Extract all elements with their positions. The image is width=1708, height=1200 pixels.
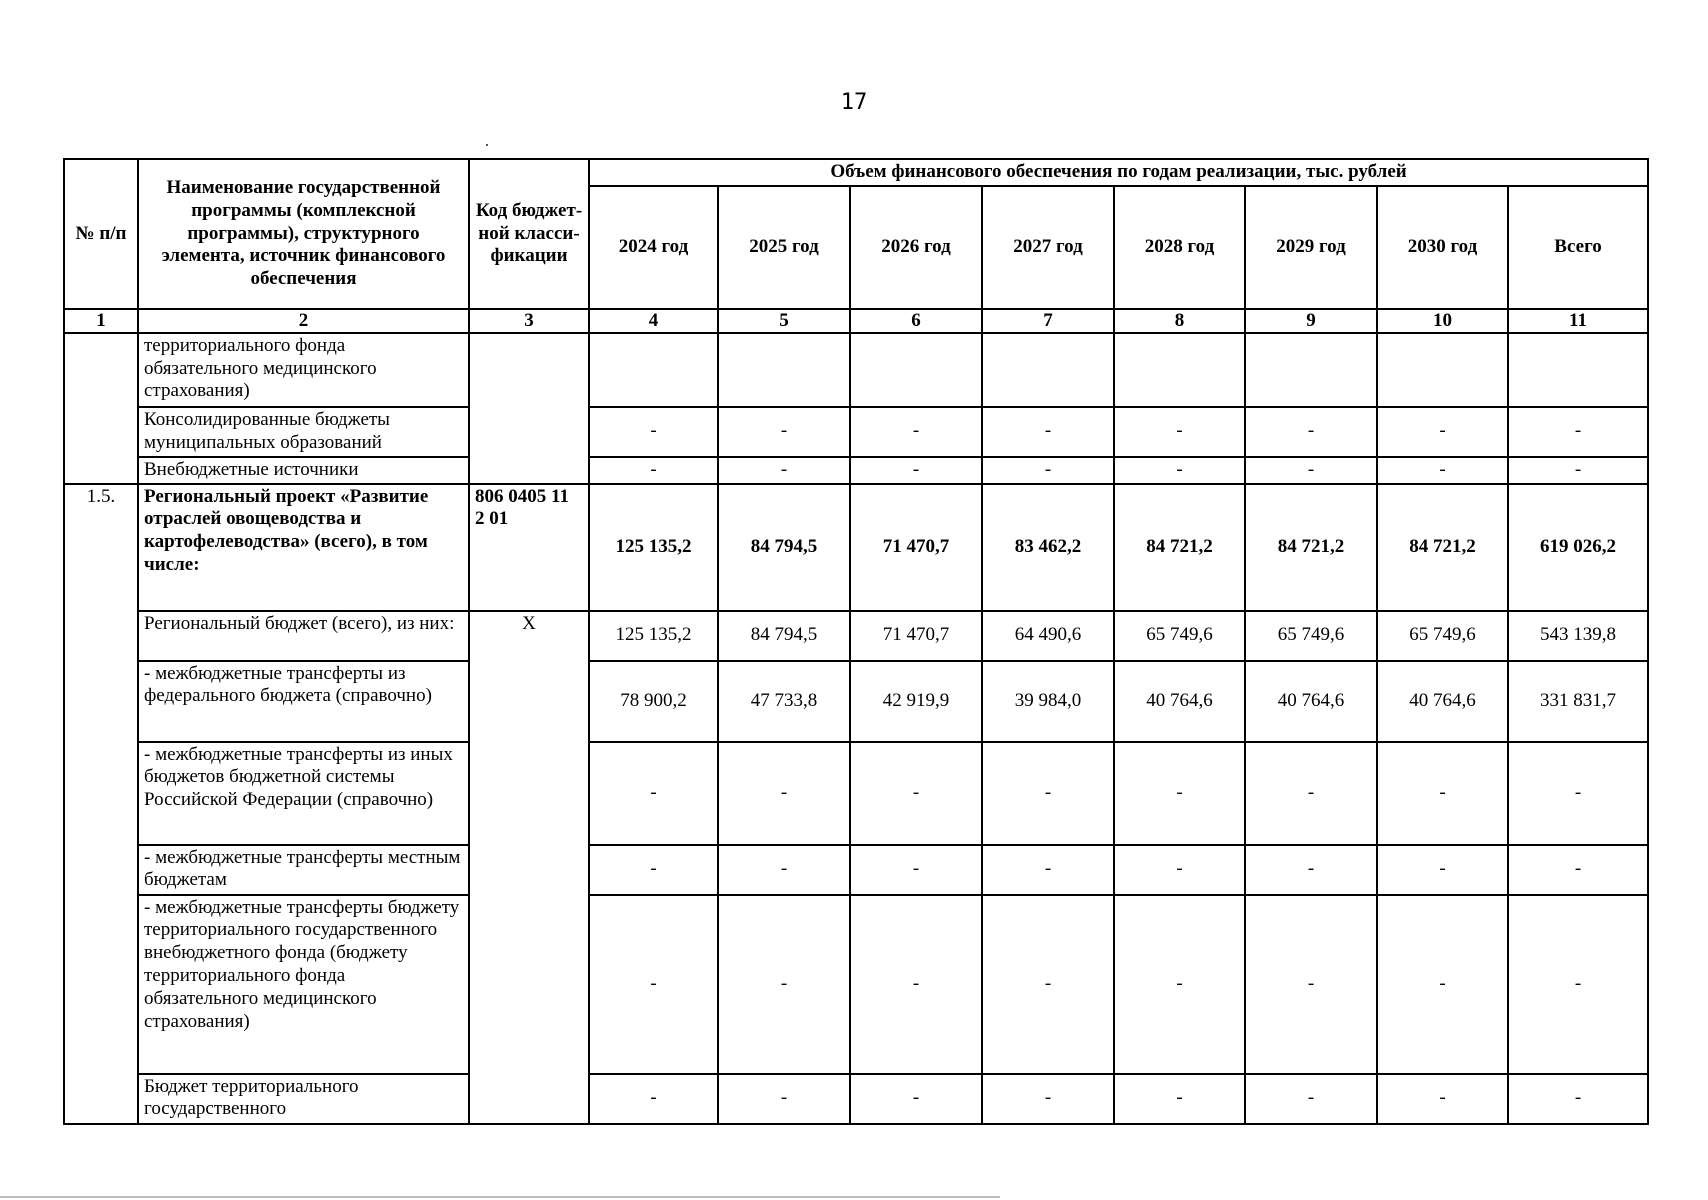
value-cell: 40 764,6 — [1377, 661, 1508, 742]
value-cell: - — [1508, 457, 1648, 484]
header-year: 2028 год — [1114, 186, 1245, 309]
value-cell: - — [589, 407, 718, 457]
row-name: - межбюджетные трансферты бюджету территориального государственного внебюджетного фонда (бюджету территориального фонда обязательного медицинского страхования) — [138, 895, 469, 1074]
column-index: 3 — [469, 309, 589, 333]
value-cell: - — [718, 845, 850, 895]
value-cell: - — [1508, 407, 1648, 457]
row-name: Консолидированные бюджеты муниципальных образований — [138, 407, 469, 457]
value-cell — [1245, 333, 1377, 407]
value-cell: - — [1508, 895, 1648, 1074]
value-cell: - — [589, 895, 718, 1074]
value-cell: - — [589, 457, 718, 484]
value-cell: 83 462,2 — [982, 484, 1114, 611]
value-cell: 65 749,6 — [1114, 611, 1245, 661]
value-cell — [1114, 333, 1245, 407]
value-cell: - — [1114, 742, 1245, 845]
value-cell: 543 139,8 — [1508, 611, 1648, 661]
page-number: 17 — [840, 90, 868, 115]
value-cell: 71 470,7 — [850, 484, 982, 611]
value-cell — [1508, 333, 1648, 407]
value-cell: - — [1245, 407, 1377, 457]
header-volume: Объем финансового обеспечения по годам реализации, тыс. рублей — [589, 159, 1648, 186]
table-row — [64, 484, 1648, 611]
header-year: 2024 год — [589, 186, 718, 309]
row-code — [469, 333, 589, 484]
header-row-top — [64, 159, 1648, 186]
row-name: Региональный проект «Развитие отраслей овощеводства и картофелеводства» (всего), в том числе: — [138, 484, 469, 611]
value-cell: 331 831,7 — [1508, 661, 1648, 742]
value-cell: - — [718, 1074, 850, 1124]
value-cell: 65 749,6 — [1245, 611, 1377, 661]
value-cell — [718, 333, 850, 407]
header-year: 2029 год — [1245, 186, 1377, 309]
value-cell: - — [1377, 742, 1508, 845]
value-cell: 42 919,9 — [850, 661, 982, 742]
column-index: 8 — [1114, 309, 1245, 333]
column-index: 10 — [1377, 309, 1508, 333]
value-cell: - — [982, 407, 1114, 457]
value-cell: 40 764,6 — [1114, 661, 1245, 742]
value-cell: - — [1114, 407, 1245, 457]
value-cell: 84 794,5 — [718, 484, 850, 611]
header-name: Наименование государственной программы (комплексной программы), структурного элемента, источник финансового обеспечения — [138, 159, 469, 309]
value-cell: 125 135,2 — [589, 611, 718, 661]
value-cell: 619 026,2 — [1508, 484, 1648, 611]
header-code: Код бюджет-ной класси-фикации — [469, 159, 589, 309]
row-number: 1.5. — [64, 484, 138, 1124]
value-cell: - — [1245, 742, 1377, 845]
column-index: 11 — [1508, 309, 1648, 333]
table-row — [64, 742, 1648, 845]
header-total: Всего — [1508, 186, 1648, 309]
table-row — [64, 661, 1648, 742]
table-row — [64, 611, 1648, 661]
value-cell: - — [1377, 1074, 1508, 1124]
row-number — [64, 333, 138, 484]
header-year: 2026 год — [850, 186, 982, 309]
value-cell: 40 764,6 — [1245, 661, 1377, 742]
value-cell: 84 794,5 — [718, 611, 850, 661]
value-cell: - — [1114, 457, 1245, 484]
scan-artifact — [486, 144, 488, 146]
value-cell: - — [1377, 407, 1508, 457]
value-cell: - — [1508, 845, 1648, 895]
row-name: - межбюджетные трансферты из федерального бюджета (справочно) — [138, 661, 469, 742]
header-no: № п/п — [64, 159, 138, 309]
value-cell: - — [1114, 895, 1245, 1074]
row-code: 806 0405 11 2 01 — [469, 484, 589, 611]
column-index: 6 — [850, 309, 982, 333]
value-cell: - — [718, 457, 850, 484]
value-cell: - — [850, 895, 982, 1074]
value-cell: - — [589, 1074, 718, 1124]
row-code: X — [469, 611, 589, 1124]
financing-table — [63, 158, 1649, 1125]
value-cell: - — [850, 845, 982, 895]
value-cell — [850, 333, 982, 407]
value-cell: - — [589, 845, 718, 895]
value-cell — [589, 333, 718, 407]
scan-edge-line — [0, 1196, 1000, 1198]
value-cell — [1377, 333, 1508, 407]
value-cell: - — [982, 742, 1114, 845]
table-row — [64, 895, 1648, 1074]
value-cell: - — [982, 1074, 1114, 1124]
value-cell: - — [1245, 845, 1377, 895]
value-cell: - — [1114, 1074, 1245, 1124]
value-cell: 84 721,2 — [1114, 484, 1245, 611]
value-cell: - — [1245, 457, 1377, 484]
table-row — [64, 407, 1648, 457]
value-cell: - — [1377, 845, 1508, 895]
column-index: 2 — [138, 309, 469, 333]
value-cell: 47 733,8 — [718, 661, 850, 742]
value-cell: - — [1377, 457, 1508, 484]
row-name: Региональный бюджет (всего), из них: — [138, 611, 469, 661]
value-cell: - — [850, 457, 982, 484]
value-cell: - — [1508, 742, 1648, 845]
value-cell: - — [718, 895, 850, 1074]
value-cell: - — [1114, 845, 1245, 895]
value-cell: 39 984,0 — [982, 661, 1114, 742]
row-name: - межбюджетные трансферты местным бюджетам — [138, 845, 469, 895]
value-cell: - — [718, 407, 850, 457]
column-index: 4 — [589, 309, 718, 333]
value-cell: 84 721,2 — [1377, 484, 1508, 611]
row-name: - межбюджетные трансферты из иных бюджетов бюджетной системы Российской Федерации (справочно) — [138, 742, 469, 845]
value-cell: 71 470,7 — [850, 611, 982, 661]
value-cell: - — [982, 895, 1114, 1074]
value-cell — [982, 333, 1114, 407]
value-cell: - — [850, 1074, 982, 1124]
table-row — [64, 1074, 1648, 1124]
row-name: территориального фонда обязательного медицинского страхования) — [138, 333, 469, 407]
value-cell: 125 135,2 — [589, 484, 718, 611]
value-cell: 65 749,6 — [1377, 611, 1508, 661]
row-name: Бюджет территориального государственного — [138, 1074, 469, 1124]
value-cell: - — [1508, 1074, 1648, 1124]
table-row — [64, 457, 1648, 484]
value-cell: - — [982, 845, 1114, 895]
header-year: 2027 год — [982, 186, 1114, 309]
value-cell: - — [1245, 895, 1377, 1074]
row-name: Внебюджетные источники — [138, 457, 469, 484]
value-cell: - — [718, 742, 850, 845]
header-row-indices — [64, 309, 1648, 333]
value-cell: - — [1245, 1074, 1377, 1124]
column-index: 5 — [718, 309, 850, 333]
column-index: 1 — [64, 309, 138, 333]
value-cell: - — [850, 742, 982, 845]
header-year: 2030 год — [1377, 186, 1508, 309]
column-index: 7 — [982, 309, 1114, 333]
header-year: 2025 год — [718, 186, 850, 309]
value-cell: - — [982, 457, 1114, 484]
table-row — [64, 845, 1648, 895]
value-cell: 78 900,2 — [589, 661, 718, 742]
value-cell: 84 721,2 — [1245, 484, 1377, 611]
value-cell: - — [850, 407, 982, 457]
column-index: 9 — [1245, 309, 1377, 333]
table-row — [64, 333, 1648, 407]
value-cell: - — [1377, 895, 1508, 1074]
value-cell: 64 490,6 — [982, 611, 1114, 661]
value-cell: - — [589, 742, 718, 845]
